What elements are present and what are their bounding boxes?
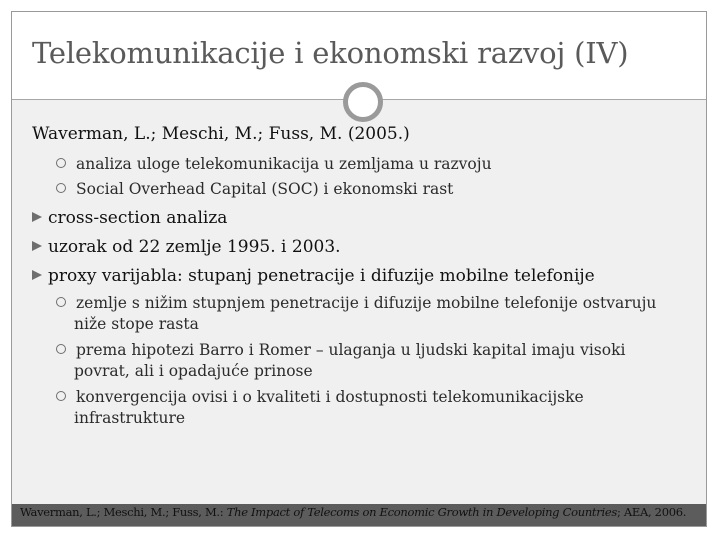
bullet-item: proxy varijabla: stupanj penetracije i difuzije mobilne telefonije (32, 266, 595, 286)
slide (11, 11, 707, 527)
footer-citation: Waverman, L.; Meschi, M.; Fuss, M.: The Impact of Telecoms on Economic Growth in Developing Countries; AEA, 2006. (20, 505, 687, 519)
wedge-bullet-icon (32, 241, 42, 251)
ring-bullet-icon (56, 297, 66, 307)
wedge-bullet-icon (32, 270, 42, 280)
wedge-bullet-icon (32, 212, 42, 222)
ring-bullet-icon (56, 183, 66, 193)
bullet-item: uzorak od 22 zemlje 1995. i 2003. (32, 237, 341, 257)
sub-item: Social Overhead Capital (SOC) i ekonomski rast (56, 180, 453, 198)
sub-item: konvergencija ovisi i o kvaliteti i dostupnosti telekomunikacijske (56, 388, 584, 406)
sub-item: analiza uloge telekomunikacija u zemljama u razvoju (56, 155, 492, 173)
ring-bullet-icon (56, 344, 66, 354)
slide-title: Telekomunikacije i ekonomski razvoj (IV) (32, 36, 629, 70)
source-line: Waverman, L.; Meschi, M.; Fuss, M. (2005.) (32, 124, 410, 144)
bullet-item: cross-section analiza (32, 208, 227, 228)
circle-ornament-icon (343, 82, 383, 122)
ring-bullet-icon (56, 158, 66, 168)
sub-item: prema hipotezi Barro i Romer – ulaganja u ljudski kapital imaju visoki (56, 341, 625, 359)
sub-item: zemlje s nižim stupnjem penetracije i difuzije mobilne telefonije ostvaruju (56, 294, 656, 312)
ring-bullet-icon (56, 391, 66, 401)
sub-item-continuation: infrastrukture (74, 409, 186, 427)
sub-item-continuation: povrat, ali i opadajuće prinose (74, 362, 313, 380)
paper-title: The Impact of Telecoms on Economic Growth in Developing Countries (226, 505, 617, 519)
sub-item-continuation: niže stope rasta (74, 315, 199, 333)
